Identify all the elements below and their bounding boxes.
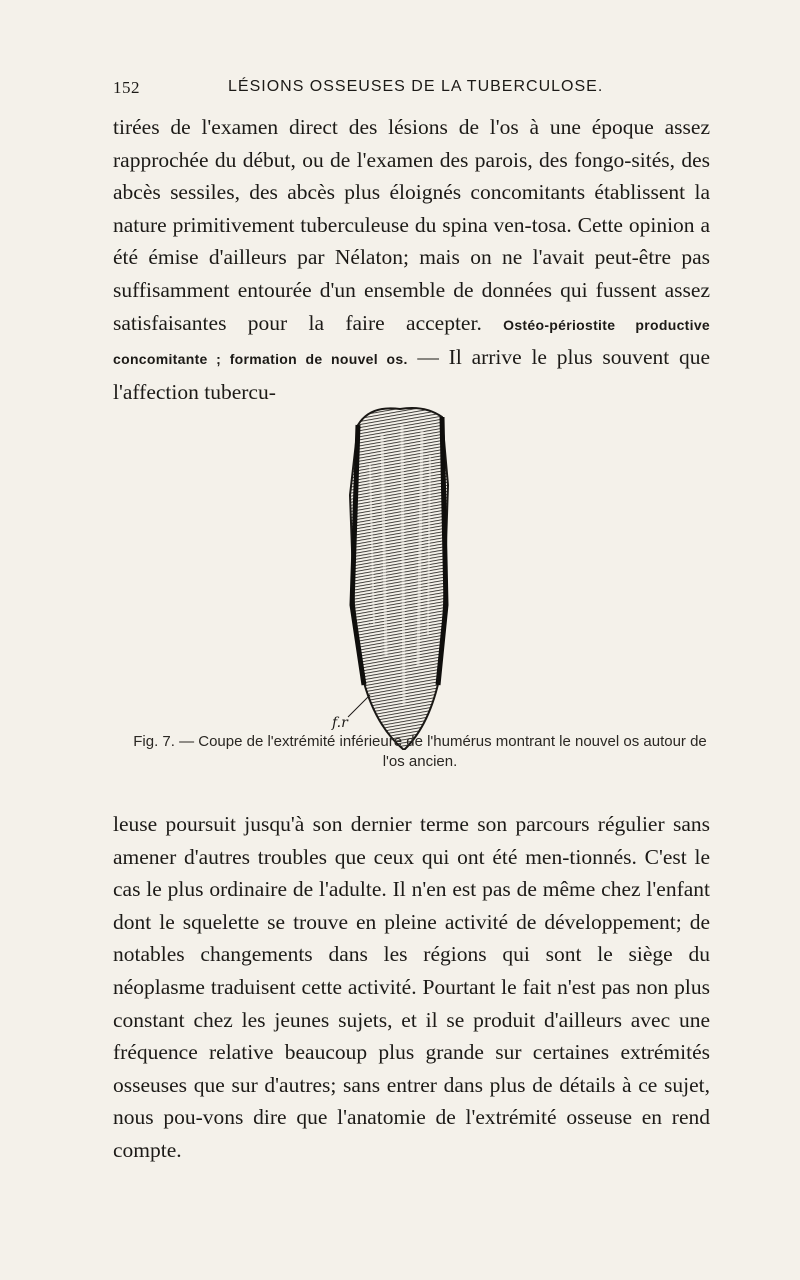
- figure-label: f.r: [332, 715, 348, 731]
- page-number: 152: [113, 78, 140, 97]
- body-paragraph-3: leuse poursuit jusqu'à son dernier terme son parcours régulier sans amener d'autres troubles que ceux qui ont été men-tionnés. C'est le cas le plus ordinaire de l'adulte. Il n'en est pas de même chez l'enfant dont le squelette se trouve en pleine activité de développement; de notables changements dans les régions qui sont le siège du néoplasme traduisent cette activité. Pourtant le fait n'est pas non plus constant chez les jeunes sujets, et il se produit d'ailleurs avec une fréquence relative beaucoup plus grande sur certaines extrémités osseuses que sur d'autres; sans entrer dans plus de détails à ce sujet, nous pou-vons dire que l'anatomie de l'extrémité osseuse en rend compte.: [113, 812, 710, 1162]
- figure-caption: Fig. 7. — Coupe de l'extrémité inférieure de l'humérus montrant le nouvel os autour de l'os ancien.: [133, 733, 707, 770]
- bone-section-illustration: [330, 405, 470, 750]
- section-subheading: Ostéo-périostite productive concomitante ; formation de nouvel os.: [113, 316, 710, 368]
- paragraph-2-start: — Il arrive le plus souvent que l'affection tubercu-: [113, 345, 711, 404]
- paragraph-1-text: tirées de l'examen direct des lésions de l'os à une époque assez rapprochée du début, ou de l'examen des parois, des fongo-sités, des abcès sessiles, des abcès plus éloignés concomitants établissent la nature primitivement tuberculeuse du spina ven-tosa. Cette opinion a été émise d'ailleurs par Nélaton; mais on ne l'avait peut-être pas suffisamment entourée d'un ensemble de données qui fussent assez satisfaisantes pour la faire accepter.: [113, 115, 710, 335]
- body-paragraph-1: [113, 111, 710, 408]
- running-title: LÉSIONS OSSEUSES DE LA TUBERCULOSE.: [228, 78, 604, 95]
